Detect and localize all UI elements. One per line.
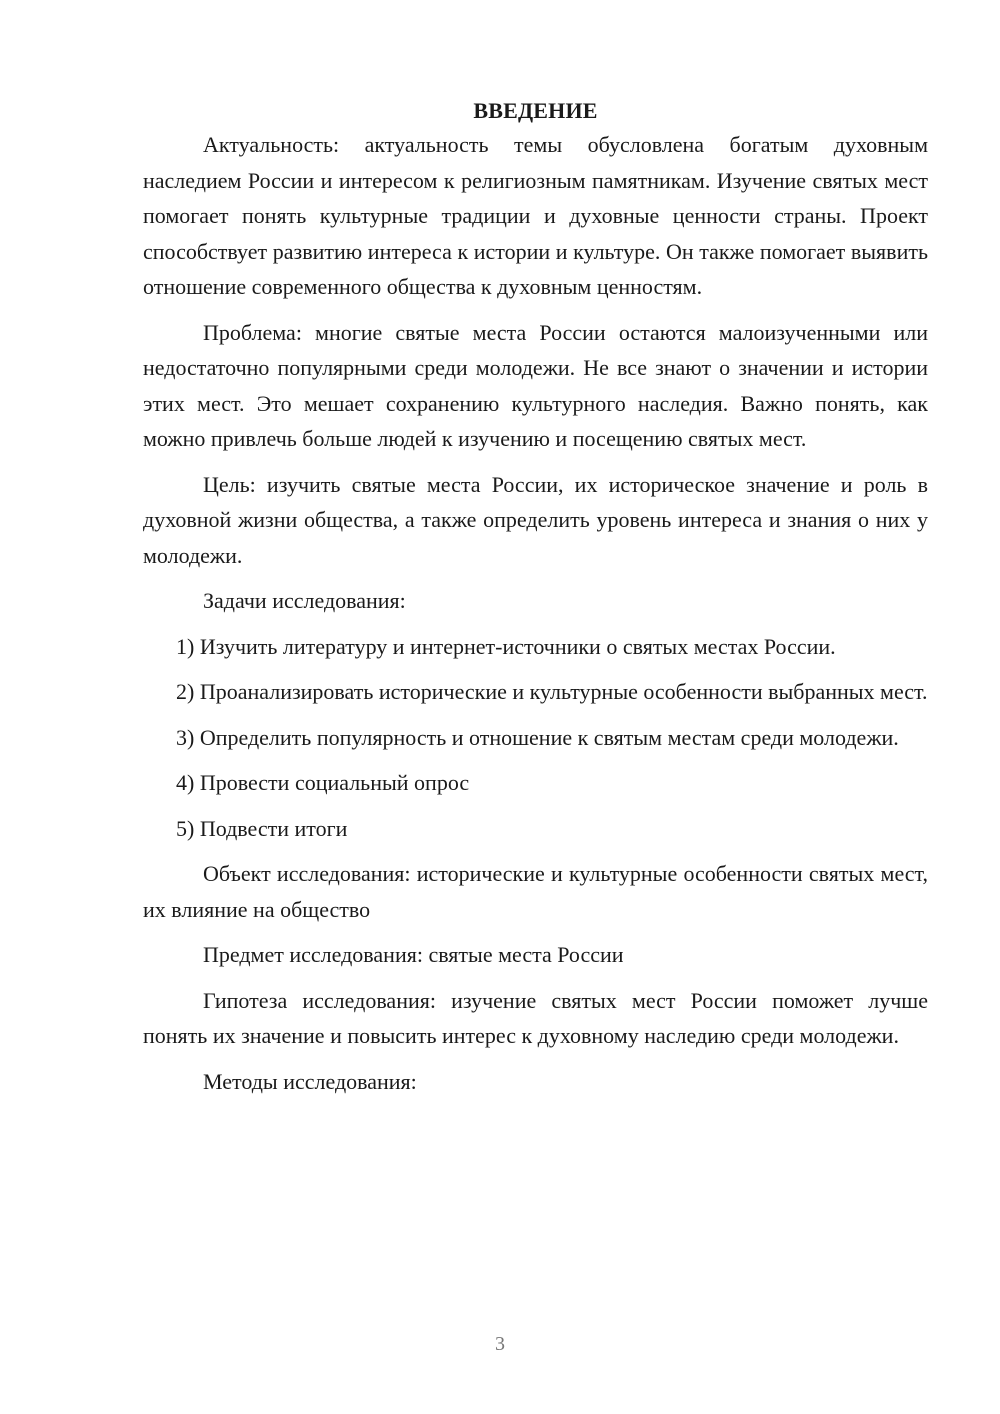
task-item-1: 1) Изучить литературу и интернет-источники о святых местах России. (176, 633, 836, 659)
task-item-4: 4) Провести социальный опрос (176, 770, 470, 795)
task-item-3: 3) Определить популярность и отношение к святым местам среди молодежи. (176, 724, 899, 750)
task-item-2: 2) Проанализировать исторические и культурные особенности выбранных мест. (176, 679, 928, 704)
paragraph-goal: Цель: изучить святые места России, их историческое значение и роль в духовной жизни общества, а также определить уровень интереса и знания о них у молодежи. (143, 471, 928, 568)
paragraph-methods: Методы исследования: (203, 1068, 417, 1094)
section-title: ВВЕДЕНИЕ (473, 98, 598, 123)
task-item-5: 5) Подвести итоги (176, 815, 348, 841)
page-number: 3 (495, 1333, 505, 1355)
paragraph-problem: Проблема: многие святые места России остаются малоизученными или недостаточно популярными среди молодежи. Не все знают о значении и истории этих мест. Это мешает сохранению культурного наследия. Важно понять, как можно привлечь больше людей к изучению и посещению святых мест. (143, 319, 928, 451)
paragraph-object: Объект исследования: исторические и культурные особенности святых мест, их влияние на общество (143, 861, 928, 922)
paragraph-relevance: Актуальность: актуальность темы обусловлена богатым духовным наследием России и интересом к религиозным памятникам. Изучение святых мест помогает понять культурные традиции и духовные ценности страны. Проект способствует развитию интереса к истории и культуре. Он также помогает выявить отношение современного общества к духовным ценностям. (143, 132, 928, 299)
paragraph-hypothesis: Гипотеза исследования: изучение святых мест России поможет лучше понять их значение и повысить интерес к духовному наследию среди молодежи. (143, 987, 928, 1048)
paragraph-tasks-heading: Задачи исследования: (203, 588, 406, 613)
paragraph-subject: Предмет исследования: святые места России (203, 942, 624, 967)
document-page (143, 96, 928, 1099)
